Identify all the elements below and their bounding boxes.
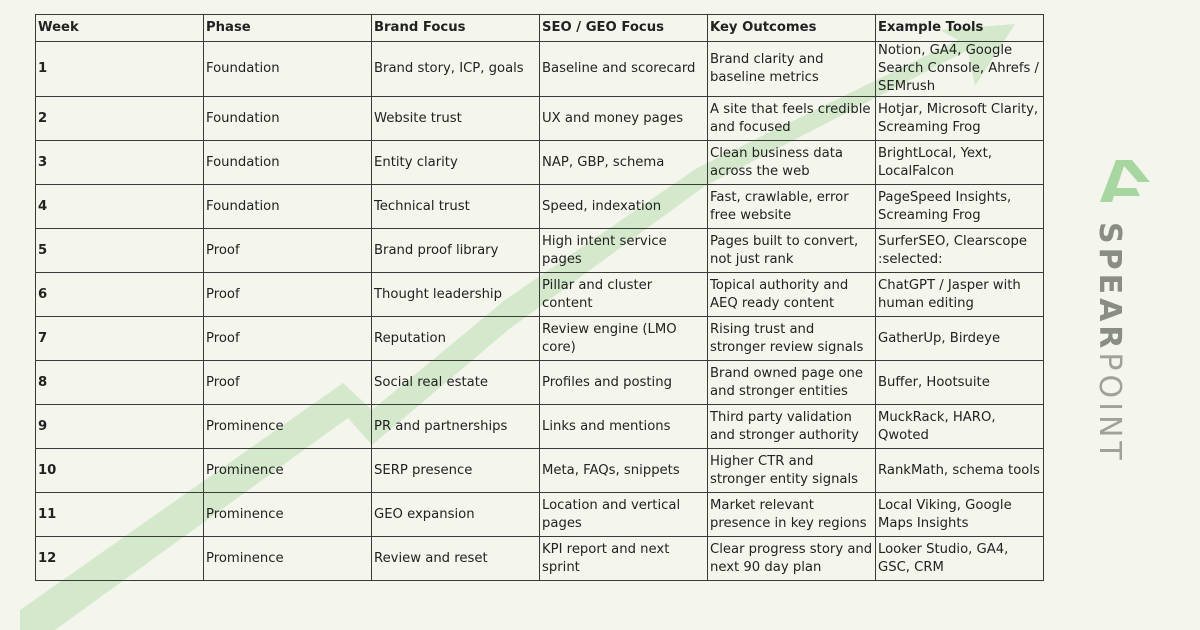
brand-focus-cell: PR and partnerships (372, 405, 540, 449)
week-cell: 11 (36, 493, 204, 537)
phase-cell: Foundation (204, 97, 372, 141)
phase-cell: Foundation (204, 185, 372, 229)
brand-focus-cell: Social real estate (372, 361, 540, 405)
phase-cell: Proof (204, 273, 372, 317)
seo-focus-cell: NAP, GBP, schema (540, 141, 708, 185)
header-example-tools: Example Tools (876, 15, 1044, 42)
tools-cell: GatherUp, Birdeye (876, 317, 1044, 361)
phase-cell: Proof (204, 317, 372, 361)
outcomes-cell: Clean business data across the web (708, 141, 876, 185)
week-cell: 12 (36, 537, 204, 581)
tools-cell: ChatGPT / Jasper with human editing (876, 273, 1044, 317)
outcomes-cell: Higher CTR and stronger entity signals (708, 449, 876, 493)
phase-cell: Proof (204, 361, 372, 405)
outcomes-cell: A site that feels credible and focused (708, 97, 876, 141)
week-cell: 2 (36, 97, 204, 141)
table-row (36, 361, 1044, 405)
table-header-row (36, 15, 1044, 42)
seo-focus-cell: Speed, indexation (540, 185, 708, 229)
tools-cell: MuckRack, HARO, Qwoted (876, 405, 1044, 449)
tools-cell: RankMath, schema tools (876, 449, 1044, 493)
week-cell: 6 (36, 273, 204, 317)
outcomes-cell: Clear progress story and next 90 day plan (708, 537, 876, 581)
brand-focus-cell: Reputation (372, 317, 540, 361)
brand-focus-cell: Website trust (372, 97, 540, 141)
table-row (36, 537, 1044, 581)
table-row (36, 273, 1044, 317)
header-seo-geo-focus: SEO / GEO Focus (540, 15, 708, 42)
brand-focus-cell: Entity clarity (372, 141, 540, 185)
phase-cell: Foundation (204, 141, 372, 185)
tools-cell: Notion, GA4, Google Search Console, Ahrefs / SEMrush (876, 42, 1044, 97)
seo-focus-cell: Profiles and posting (540, 361, 708, 405)
brand-focus-cell: Technical trust (372, 185, 540, 229)
brand-focus-cell: Brand proof library (372, 229, 540, 273)
seo-focus-cell: High intent service pages (540, 229, 708, 273)
tools-cell: Buffer, Hootsuite (876, 361, 1044, 405)
table-row (36, 229, 1044, 273)
seo-focus-cell: Meta, FAQs, snippets (540, 449, 708, 493)
header-phase: Phase (204, 15, 372, 42)
outcomes-cell: Third party validation and stronger authority (708, 405, 876, 449)
table-row (36, 493, 1044, 537)
brand-focus-cell: Thought leadership (372, 273, 540, 317)
seo-focus-cell: KPI report and next sprint (540, 537, 708, 581)
tools-cell: SurferSEO, Clearscope :selected: (876, 229, 1044, 273)
tools-cell: Hotjar, Microsoft Clarity, Screaming Frog (876, 97, 1044, 141)
outcomes-cell: Rising trust and stronger review signals (708, 317, 876, 361)
table-row (36, 97, 1044, 141)
table-row (36, 449, 1044, 493)
logo-word-bold: SPEAR (1092, 222, 1127, 353)
spearpoint-logo-icon (1096, 156, 1152, 206)
week-cell: 3 (36, 141, 204, 185)
week-cell: 7 (36, 317, 204, 361)
outcomes-cell: Fast, crawlable, error free website (708, 185, 876, 229)
header-week: Week (36, 15, 204, 42)
header-key-outcomes: Key Outcomes (708, 15, 876, 42)
spearpoint-logo (1092, 156, 1152, 476)
table-row (36, 141, 1044, 185)
seo-focus-cell: UX and money pages (540, 97, 708, 141)
tools-cell: PageSpeed Insights, Screaming Frog (876, 185, 1044, 229)
phase-cell: Prominence (204, 493, 372, 537)
outcomes-cell: Market relevant presence in key regions (708, 493, 876, 537)
seo-focus-cell: Links and mentions (540, 405, 708, 449)
week-cell: 5 (36, 229, 204, 273)
logo-wordmark (1092, 222, 1127, 464)
week-cell: 10 (36, 449, 204, 493)
tools-cell: Local Viking, Google Maps Insights (876, 493, 1044, 537)
table-row (36, 185, 1044, 229)
seo-focus-cell: Pillar and cluster content (540, 273, 708, 317)
brand-focus-cell: Review and reset (372, 537, 540, 581)
phase-cell: Foundation (204, 42, 372, 97)
brand-focus-cell: SERP presence (372, 449, 540, 493)
outcomes-cell: Brand clarity and baseline metrics (708, 42, 876, 97)
phase-cell: Prominence (204, 449, 372, 493)
header-brand-focus: Brand Focus (372, 15, 540, 42)
seo-focus-cell: Location and vertical pages (540, 493, 708, 537)
seo-focus-cell: Baseline and scorecard (540, 42, 708, 97)
week-cell: 1 (36, 42, 204, 97)
week-cell: 8 (36, 361, 204, 405)
week-cell: 4 (36, 185, 204, 229)
outcomes-cell: Pages built to convert, not just rank (708, 229, 876, 273)
phase-cell: Proof (204, 229, 372, 273)
table-row (36, 405, 1044, 449)
tools-cell: BrightLocal, Yext, LocalFalcon (876, 141, 1044, 185)
table-row (36, 42, 1044, 97)
table-row (36, 317, 1044, 361)
brand-focus-cell: Brand story, ICP, goals (372, 42, 540, 97)
phase-cell: Prominence (204, 537, 372, 581)
outcomes-cell: Topical authority and AEQ ready content (708, 273, 876, 317)
tools-cell: Looker Studio, GA4, GSC, CRM (876, 537, 1044, 581)
logo-word-light: POINT (1092, 352, 1127, 464)
outcomes-cell: Brand owned page one and stronger entities (708, 361, 876, 405)
week-cell: 9 (36, 405, 204, 449)
roadmap-table (35, 14, 1044, 581)
brand-focus-cell: GEO expansion (372, 493, 540, 537)
seo-focus-cell: Review engine (LMO core) (540, 317, 708, 361)
phase-cell: Prominence (204, 405, 372, 449)
